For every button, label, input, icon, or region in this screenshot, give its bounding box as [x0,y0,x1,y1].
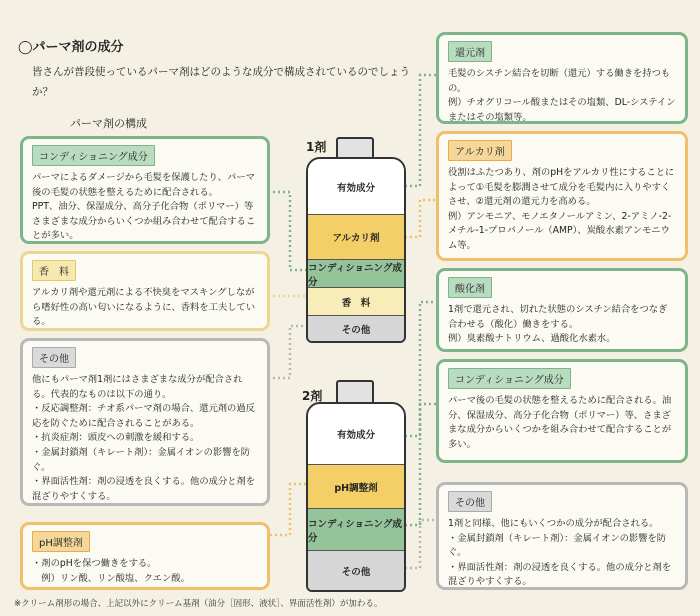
bottle2-cap [336,380,374,402]
box-conditioning-body: パーマによるダメージから毛髪を保護したり、パーマ後の毛髪の状態を整えるために配合される。 PPT、油分、保湿成分、高分子化合物（ポリマー）等さまざまな成分からいくつか組み合わせて配合することが多い。 [32,172,256,242]
box-reducing-tag: 還元剤 [448,41,492,62]
box-other [20,338,270,506]
bottle2-label: 2剤 [302,389,323,403]
box-conditioning [20,136,270,244]
box-alkali [436,131,688,261]
bottle2-segment-conditioning: コンディショニング成分 [308,508,404,550]
bottle2-segment-other: その他 [308,550,404,590]
box-alkali-tag: アルカリ剤 [448,140,512,161]
box-conditioning-tag: コンディショニング成分 [32,145,155,166]
bottle2-segment-ph: pH調整剤 [308,464,404,508]
intro-text: 皆さんが普段使っているパーマ剤はどのような成分で構成されているのでしょうか？ [32,66,410,98]
box-conditioning2 [436,359,688,463]
box-ph-body: ・剤のpHを保つ働きをする。 例）リン酸、リン酸塩、クエン酸。 [32,558,190,584]
connector-alkali [405,200,437,237]
connector-reducing [405,75,437,186]
bottle1 [306,157,406,343]
bottle1-segment-other: その他 [308,315,404,341]
box-other2-body: 1剤と同様、他にもいくつかの成分が配合される。 ・金属封鎖剤（キレート剤）：金属イオンの影響を防ぐ。 ・界面活性剤：剤の浸透を良くする。他の成分と剤を混ざりやすくする。 [448,518,672,588]
box-alkali-body: 役割はふたつあり、剤のpHをアルカリ性にすることによって①毛髪を膨潤させて成分を毛髪内に入りやすくさせ、②還元剤の還元力を高める。 例）アンモニア、モノエタノールアミン、2-アミノ-2-メチル-1-プロパノール（AMP）、炭酸水素アンモニウム等。 [448,167,675,251]
bottle2-segment-active: 有効成分 [308,404,404,464]
box-other-body: 他にもパーマ剤1剤にはさまざまな成分が配合される。代表的なものは以下の通り。 ・反応調整剤：チオ系パーマ剤の場合、還元剤の過反応を防ぐために配合されることがある。 ・抗炎症剤：頭皮への刺激を緩和する。 ・金属封鎖剤（キレート剤）：金属イオンの影響を防ぐ。 ・界面活性剤：剤の浸透を良くする。他の成分と剤を混ざりやすくする。 [32,374,256,502]
box-oxidizing [436,268,688,352]
box-ph-tag: pH調整剤 [32,531,90,552]
bottle1-cap [336,137,374,157]
box-conditioning2-body: パーマ後の毛髪の状態を整えるために配合される。油分、保湿成分、高分子化合物（ポリマー）等、さまざまな成分からいくつかを組み合わせて配合することが多い。 [448,395,672,450]
bottle1-segment-conditioning: コンディショニング成分 [308,259,404,287]
page-title: ◯パーマ剤の成分 [18,40,124,55]
box-other2-tag: その他 [448,491,492,512]
box-fragrance-tag: 香 料 [32,260,76,281]
box-fragrance-body: アルカリ剤や還元剤による不快臭をマスキングしながら嗜好性の高い匂いになるように、香料を工夫している。 [32,287,256,328]
section-title: パーマ剤の構成 [70,117,147,130]
box-oxidizing-tag: 酸化剤 [448,277,492,298]
bottle2 [306,402,406,592]
bottle1-segment-fragrance: 香 料 [308,287,404,315]
bottle1-segment-alkali: アルカリ剤 [308,214,404,259]
bottle1-label: 1剤 [306,140,327,154]
connector-oxidizing [405,302,437,436]
box-reducing-body: 毛髪のシスチン結合を切断（還元）する働きを持つもの。 例）チオグリコール酸またはその塩類、DL-システインまたはその塩類等。 [448,68,676,123]
connector-other2 [405,520,437,568]
footnote: ※クリーム剤形の場合、上記以外にクリーム基剤（油分［固形、液状］、界面活性剤）が加わる。 [14,599,383,609]
box-reducing [436,32,688,124]
connector-conditioning2 [405,404,437,525]
box-oxidizing-body: 1剤で還元され、切れた状態のシスチン結合をつなぎ合わせる（酸化）働きをする。 例）臭素酸ナトリウム、過酸化水素水。 [448,304,668,345]
connector-ph [270,484,308,535]
box-other-tag: その他 [32,347,76,368]
box-conditioning2-tag: コンディショニング成分 [448,368,571,389]
connector-conditioning [268,192,308,270]
box-other2 [436,482,688,590]
bottle1-segment-active: 有効成分 [308,159,404,214]
connector-other [268,326,308,378]
box-fragrance [20,251,270,331]
box-ph [20,522,270,590]
